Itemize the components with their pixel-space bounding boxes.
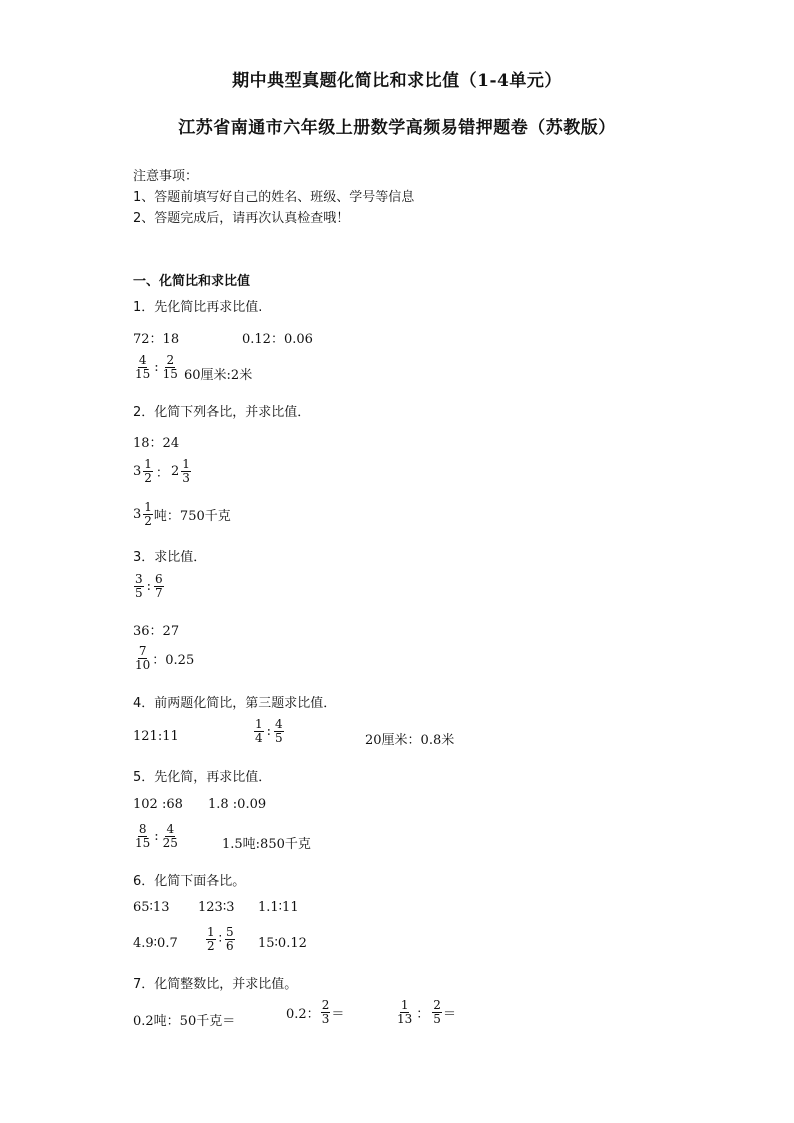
q1-expression-3: $\frac{4}{15}$ : $\frac{2}{15}$ [135, 353, 178, 382]
q6-expression-6: 15∶0.12 [258, 936, 307, 951]
question-7-prompt: 7．化简整数比，并求比值。 [133, 977, 298, 992]
q3-expression-3: $\frac{7}{10}$ ：0.25 [135, 644, 195, 673]
fraction: $\frac{4}{25}$ [162, 822, 178, 851]
fraction: $\frac{2}{5}$ [433, 998, 441, 1027]
fraction: $\frac{6}{7}$ [155, 572, 163, 601]
q5-expression-1: 102 :68 [133, 797, 183, 812]
q5-expression-3: $\frac{8}{15}$ : $\frac{4}{25}$ [135, 822, 178, 851]
q4-expression-1: 121:11 [133, 729, 179, 744]
q5-expression-4: 1.5吨:850千克 [222, 837, 311, 852]
section-heading: 一、化简比和求比值 [133, 274, 251, 289]
question-5-prompt: 5．先化简，再求比值． [133, 770, 272, 785]
notes-item-2: 2、答题完成后，请再次认真检查哦！ [133, 211, 350, 226]
question-3-prompt: 3．求比值． [133, 550, 207, 565]
fraction: $\frac{1}{2}$ [207, 925, 215, 954]
q1-expression-1: 72：18 [133, 332, 180, 347]
q6-expression-4: 4.9∶0.7 [133, 936, 178, 951]
q7-expression-1: 0.2吨：50千克＝ [133, 1014, 236, 1029]
q2-expression-1: 18：24 [133, 436, 180, 451]
notes-item-1: 1、答题前填写好自己的姓名、班级、学号等信息 [133, 190, 415, 205]
fraction: $\frac{2}{15}$ [162, 353, 178, 382]
q1-expression-2: 0.12：0.06 [242, 332, 313, 347]
fraction: $\frac{1}{13}$ [397, 998, 413, 1027]
fraction: $\frac{1}{4}$ [255, 717, 263, 746]
fraction: $\frac{4}{15}$ [135, 353, 151, 382]
q2-expression-2: 3 $\frac{1}{2}$ ： 2 $\frac{1}{3}$ [133, 457, 190, 486]
question-4-prompt: 4．前两题化简比，第三题求比值． [133, 696, 337, 711]
question-6-prompt: 6．化简下面各比。 [133, 874, 246, 889]
q3-expression-2: 36：27 [133, 624, 180, 639]
fraction: $\frac{4}{5}$ [275, 717, 283, 746]
q7-expression-2: 0.2： $\frac{2}{3}$ ＝ [286, 998, 345, 1027]
question-2-prompt: 2．化简下列各比，并求比值． [133, 405, 311, 420]
q7-expression-3: $\frac{1}{13}$ ： $\frac{2}{5}$ ＝ [397, 998, 456, 1027]
fraction: $\frac{3}{5}$ [135, 572, 143, 601]
page-subtitle: 江苏省南通市六年级上册数学高频易错押题卷（苏教版） [178, 118, 616, 138]
q6-expression-3: 1.1∶11 [258, 900, 299, 915]
q4-expression-3: 20厘米：0.8米 [365, 733, 455, 748]
fraction: $\frac{8}{15}$ [135, 822, 151, 851]
q2-expression-3: 3 $\frac{1}{2}$ 吨：750千克 [133, 500, 231, 529]
q6-expression-5: $\frac{1}{2}$ ∶ $\frac{5}{6}$ [207, 925, 234, 954]
q1-expression-4: 60厘米:2米 [184, 368, 253, 383]
fraction: $\frac{1}{3}$ [182, 457, 190, 486]
q3-expression-1: $\frac{3}{5}$ : $\frac{6}{7}$ [135, 572, 163, 601]
fraction: $\frac{2}{3}$ [321, 998, 330, 1027]
question-1-prompt: 1．先化简比再求比值. [133, 300, 263, 315]
page-title: 期中典型真题化简比和求比值（1-4单元） [232, 71, 562, 91]
q6-expression-1: 65∶13 [133, 900, 170, 915]
fraction: $\frac{7}{10}$ [135, 644, 151, 673]
q6-expression-2: 123∶3 [198, 900, 235, 915]
q5-expression-2: 1.8 :0.09 [208, 797, 267, 812]
fraction: $\frac{5}{6}$ [226, 925, 234, 954]
fraction: $\frac{1}{2}$ [144, 457, 152, 486]
fraction: $\frac{1}{2}$ [144, 500, 152, 529]
q4-expression-2: $\frac{1}{4}$ : $\frac{4}{5}$ [255, 717, 283, 746]
notes-heading: 注意事项： [133, 169, 199, 184]
